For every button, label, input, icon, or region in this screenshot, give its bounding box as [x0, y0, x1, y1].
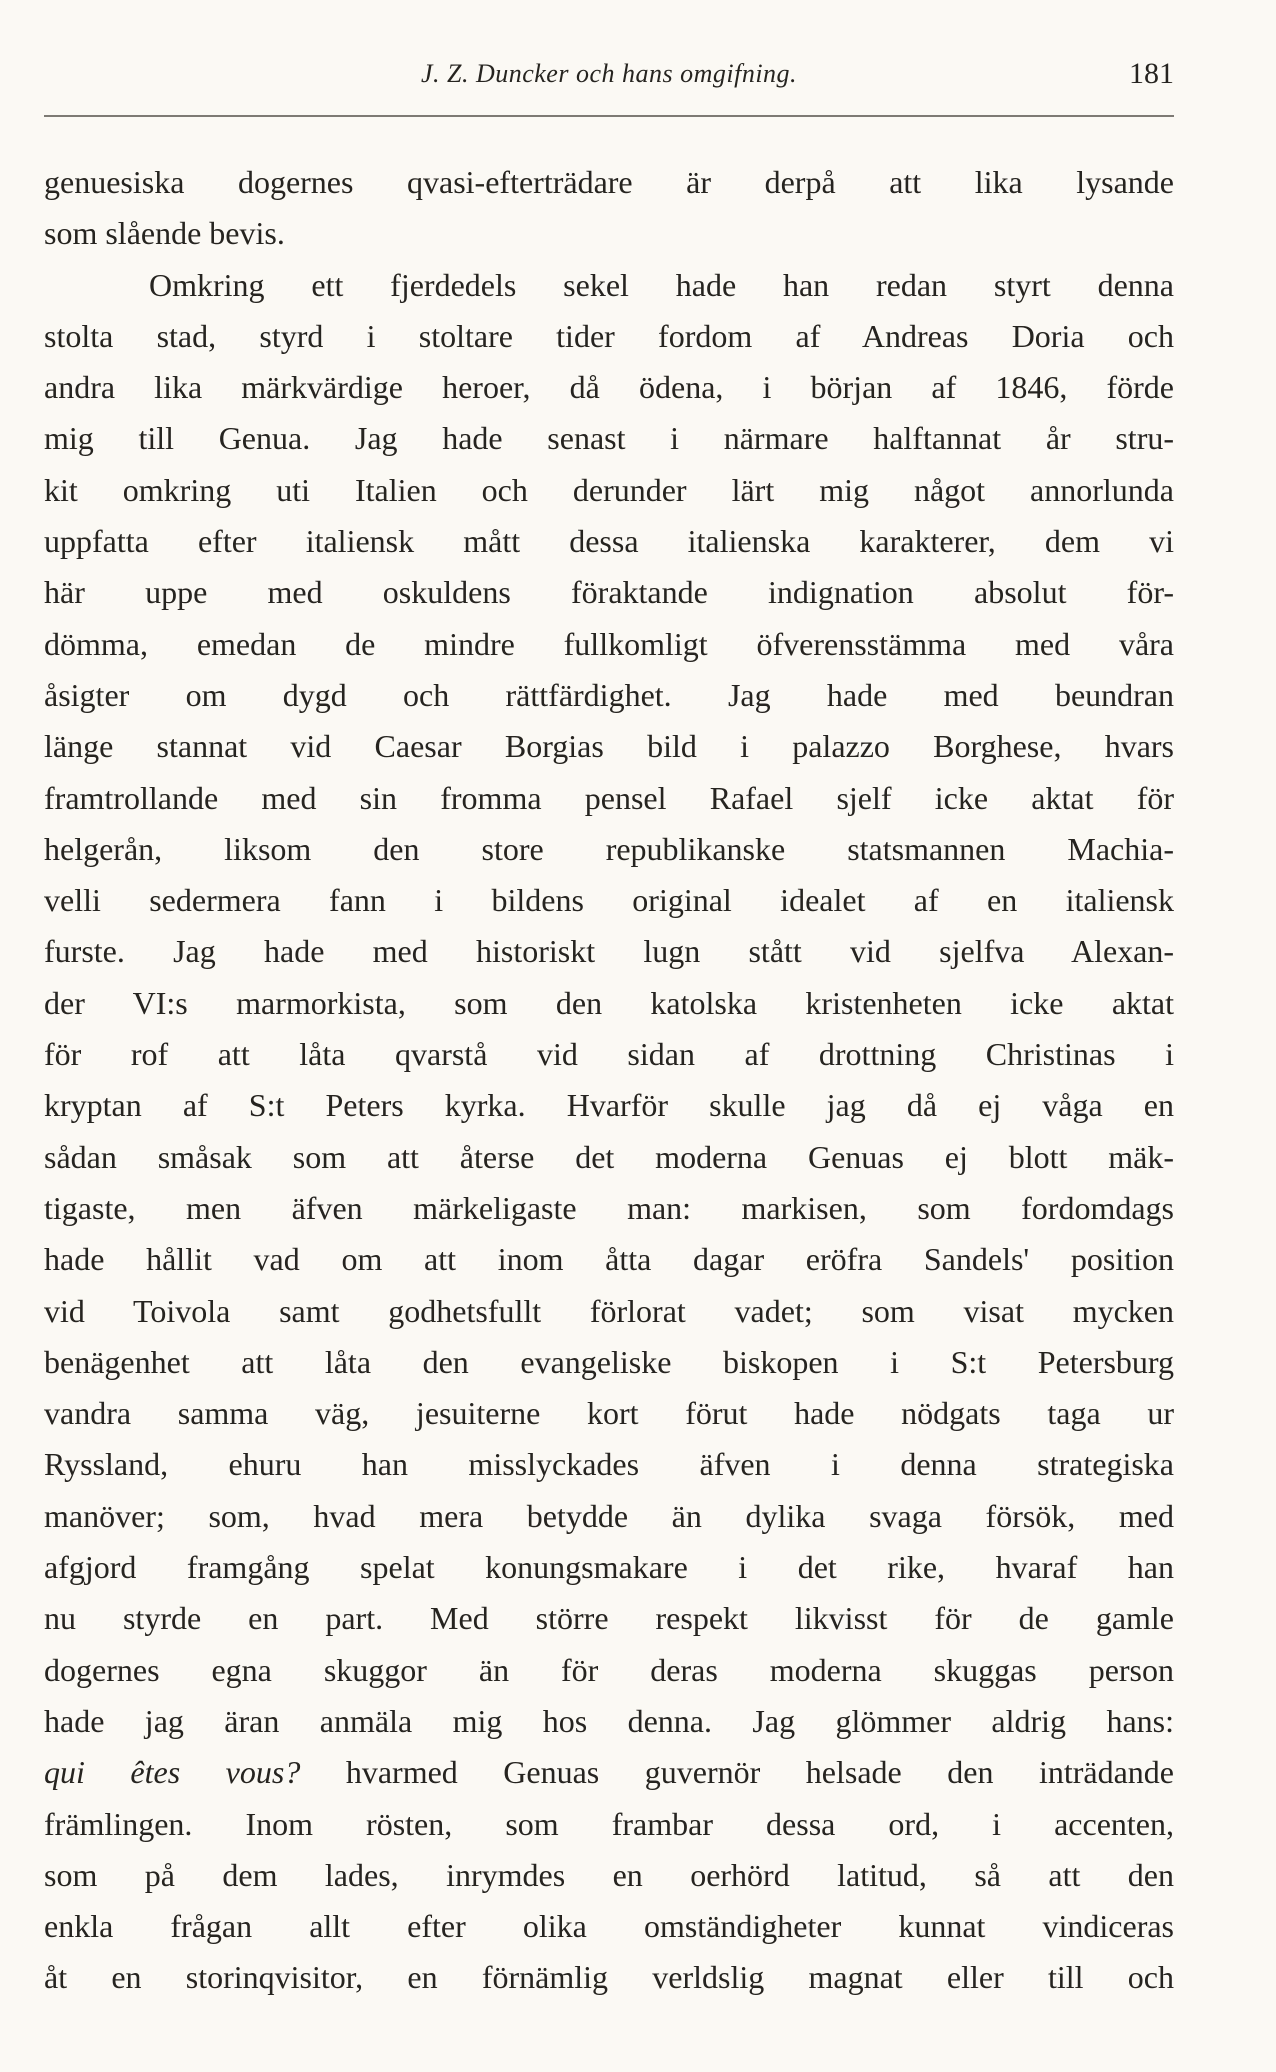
text-line: främlingen. Inom rösten, som frambar dessa ord, i accenten,: [44, 1805, 1174, 1842]
text-line: mig till Genua. Jag hade senast i närmare halftannat år stru-: [44, 420, 1174, 457]
text-line: sådan småsak som att återse det moderna Genuas ej blott mäk-: [44, 1138, 1174, 1175]
text-line: dogernes egna skuggor än för deras moderna skuggas person: [44, 1651, 1174, 1688]
page-number: 181: [1129, 57, 1174, 90]
text-line: der VI:s marmorkista, som den katolska kristenheten icke aktat: [44, 984, 1174, 1021]
running-title: J. Z. Duncker och hans omgifning.: [420, 59, 798, 88]
text-line: tigaste, men äfven märkeligaste man: markisen, som fordomdags: [44, 1189, 1174, 1226]
text-line: hade hållit vad om att inom åtta dagar eröfra Sandels' position: [44, 1241, 1174, 1278]
text-line: länge stannat vid Caesar Borgias bild i palazzo Borghese, hvars: [44, 728, 1174, 765]
text-line: genuesiska dogernes qvasi-efterträdare är derpå att lika lysande: [44, 164, 1174, 200]
text-line: furste. Jag hade med historiskt lugn stått vid sjelfva Alexan-: [44, 933, 1174, 970]
running-head: [44, 52, 1174, 96]
text-line-with-italic: [44, 1747, 1174, 1798]
text-line: Ryssland, ehuru han misslyckades äfven i denna strategiska: [44, 1446, 1174, 1483]
text-line: kryptan af S:t Peters kyrka. Hvarför skulle jag då ej våga en: [44, 1087, 1174, 1124]
text-line: Omkring ett fjerdedels sekel hade han redan styrt denna: [149, 266, 1174, 303]
text-line-rest: hvarmed Genuas guvernör helsade den inträdande: [345, 1754, 1174, 1791]
text-line: åt en storinqvisitor, en förnämlig verldslig magnat eller till och: [44, 1959, 1174, 1996]
text-line: vandra samma väg, jesuiterne kort förut hade nödgats taga ur: [44, 1395, 1174, 1432]
text-line: benägenhet att låta den evangeliske biskopen i S:t Petersburg: [44, 1343, 1174, 1380]
text-line: för rof att låta qvarstå vid sidan af drottning Christinas i: [44, 1036, 1174, 1073]
text-line: hade jag äran anmäla mig hos denna. Jag glömmer aldrig hans:: [44, 1702, 1174, 1739]
header-rule: [44, 115, 1174, 117]
body-text: [44, 157, 1174, 2004]
text-line: velli sedermera fann i bildens original idealet af en italiensk: [44, 882, 1174, 919]
text-line: helgerån, liksom den store republikanske statsmannen Machia-: [44, 830, 1174, 867]
text-line: andra lika märkvärdige heroer, då ödena, i början af 1846, förde: [44, 369, 1174, 406]
italic-phrase: qui êtes vous?: [44, 1754, 301, 1791]
text-line: som på dem lades, inrymdes en oerhörd latitud, så att den: [44, 1856, 1174, 1893]
text-line: som slående bevis.: [44, 215, 285, 252]
text-line: åsigter om dygd och rättfärdighet. Jag hade med beundran: [44, 676, 1174, 713]
text-line: här uppe med oskuldens föraktande indignation absolut för-: [44, 574, 1174, 611]
text-line: manöver; som, hvad mera betydde än dylika svaga försök, med: [44, 1497, 1174, 1534]
text-line: afgjord framgång spelat konungsmakare i det rike, hvaraf han: [44, 1549, 1174, 1586]
text-line: stolta stad, styrd i stoltare tider fordom af Andreas Doria och: [44, 317, 1174, 354]
text-line: kit omkring uti Italien och derunder lärt mig något annorlunda: [44, 471, 1174, 508]
text-line: uppfatta efter italiensk mått dessa italienska karakterer, dem vi: [44, 523, 1174, 560]
text-line: dömma, emedan de mindre fullkomligt öfverensstämma med våra: [44, 625, 1174, 662]
text-line: vid Toivola samt godhetsfullt förlorat vadet; som visat mycken: [44, 1292, 1174, 1329]
text-line: framtrollande med sin fromma pensel Rafael sjelf icke aktat för: [44, 779, 1174, 816]
text-line: enkla frågan allt efter olika omständigheter kunnat vindiceras: [44, 1908, 1174, 1945]
text-line: nu styrde en part. Med större respekt likvisst för de gamle: [44, 1600, 1174, 1637]
